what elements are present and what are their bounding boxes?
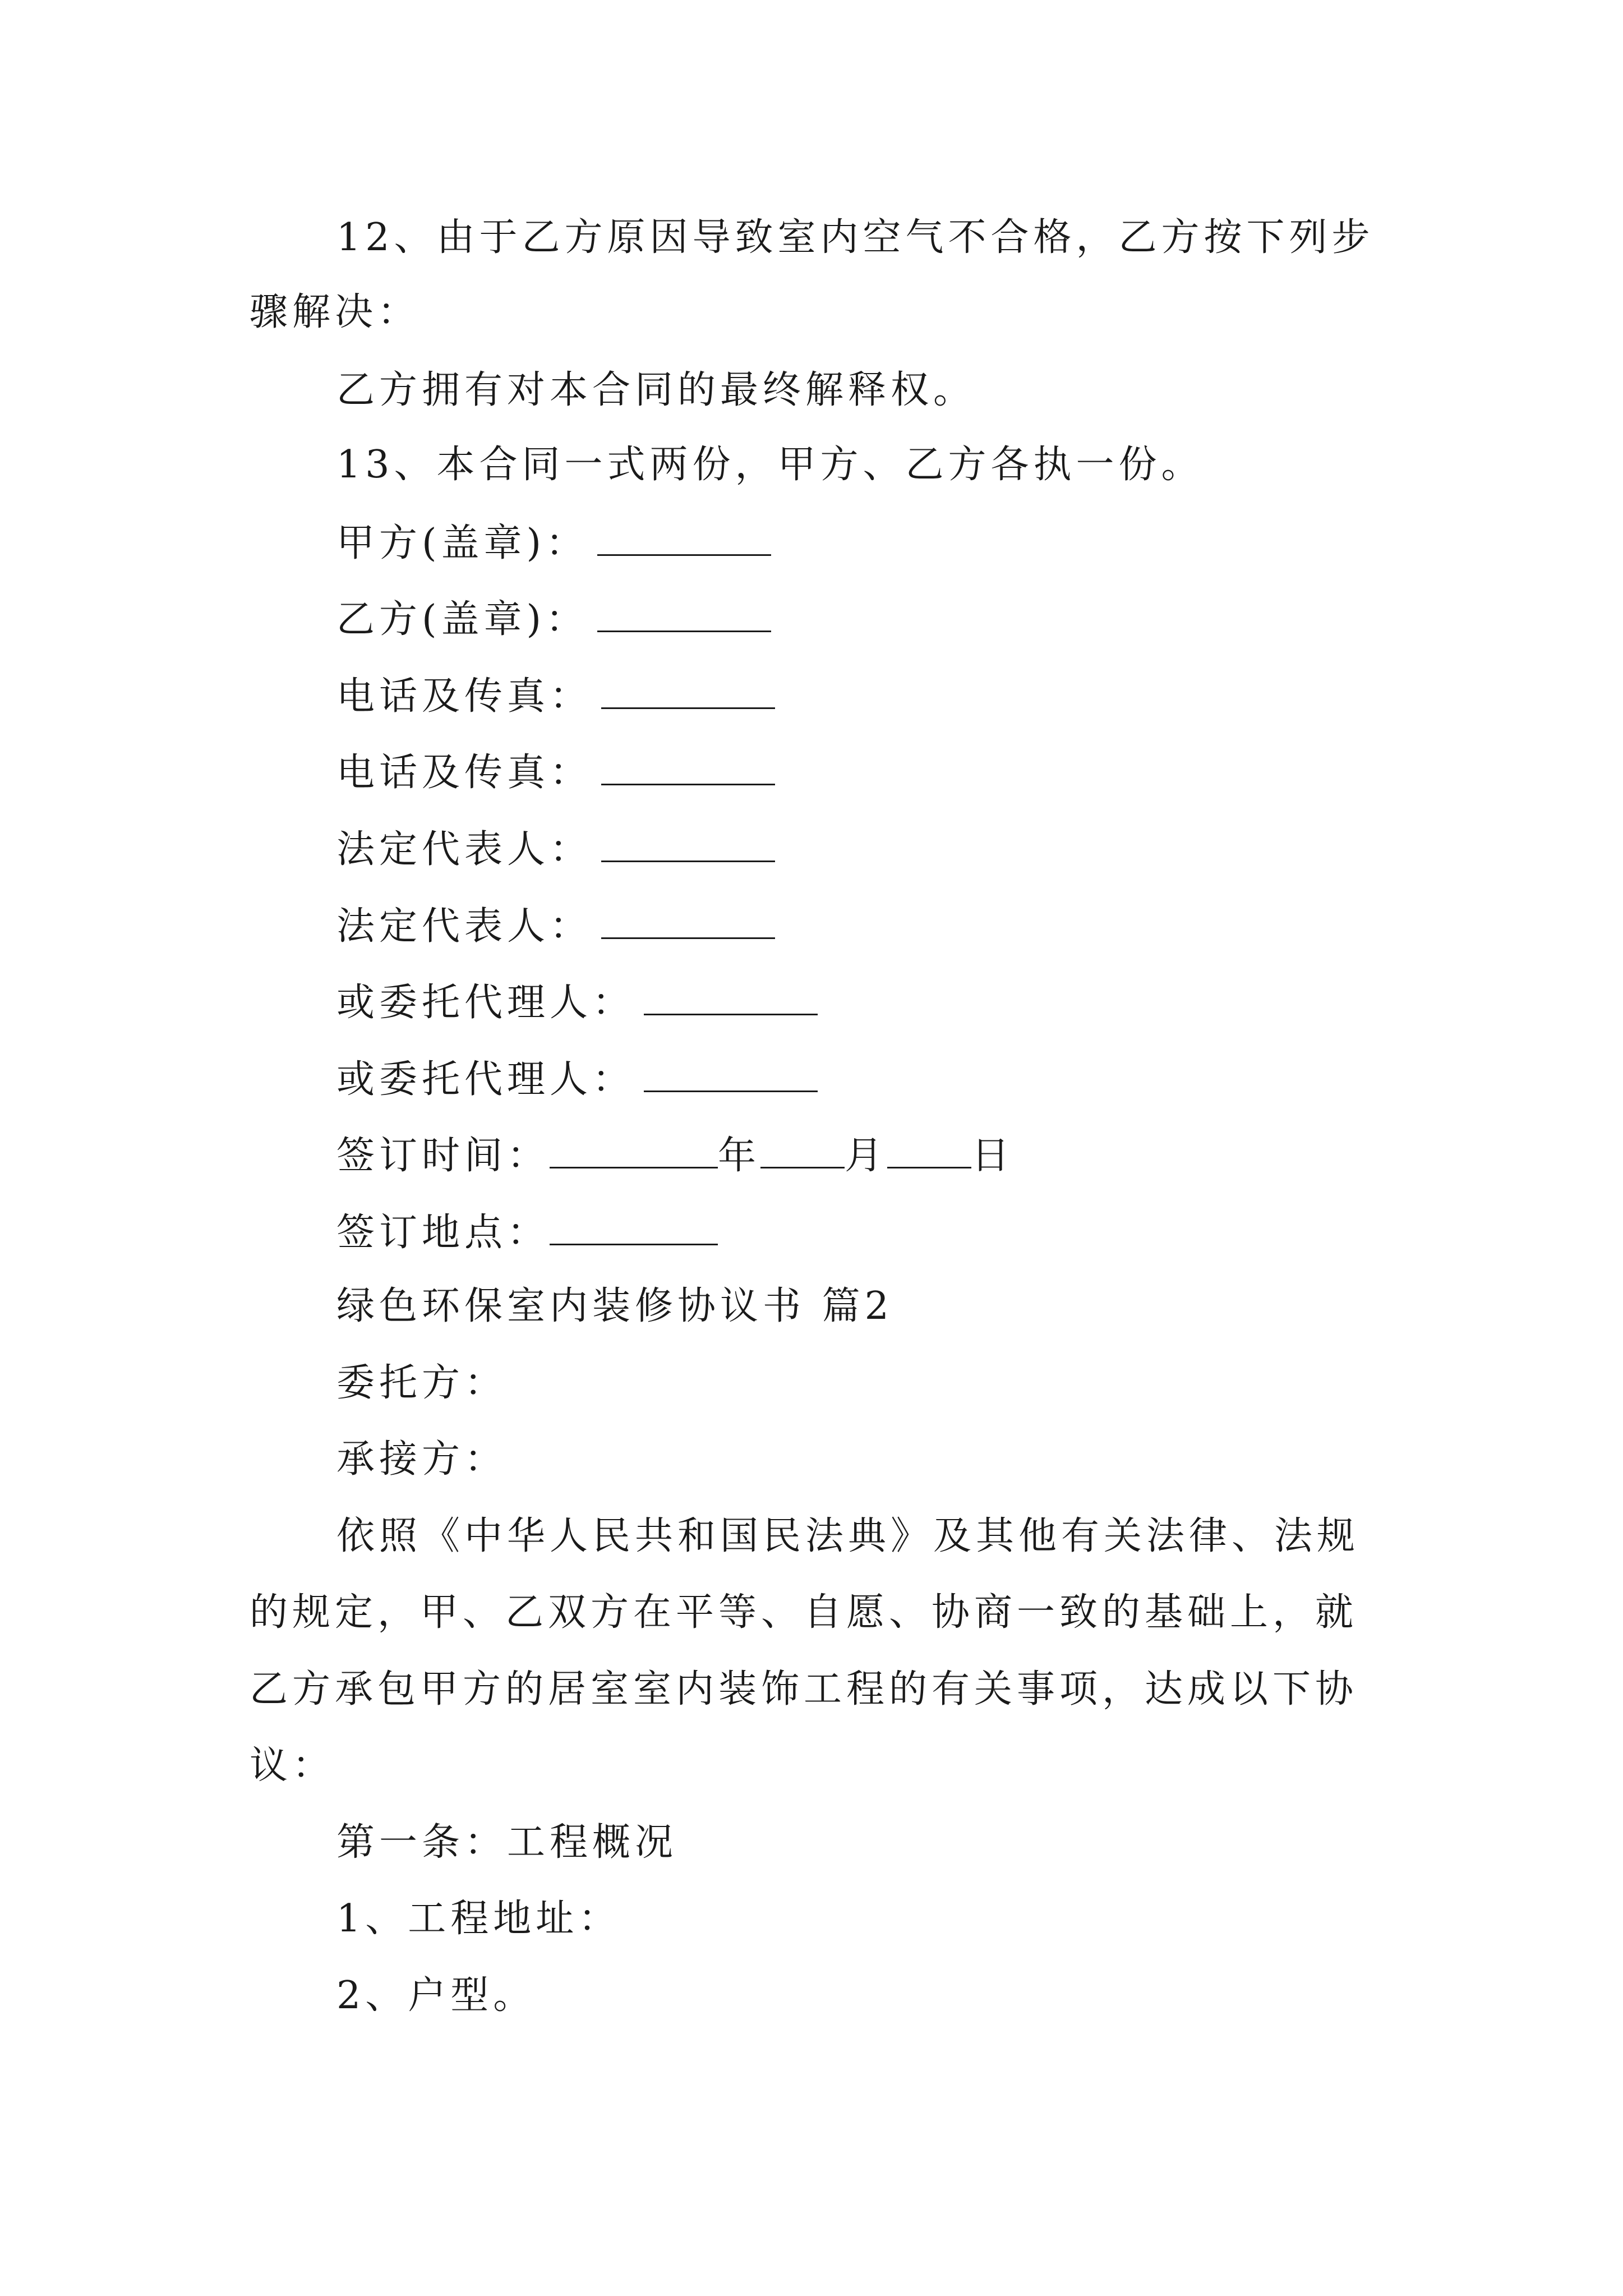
party-b-seal-field: [336, 597, 771, 642]
day-blank: [887, 1134, 971, 1168]
intro-line-1: 依照《中华人民共和国民法典》及其他有关法律、法规: [336, 1514, 1360, 1558]
phone-fax-field-b: [336, 751, 775, 795]
clause-13: 13、本合同一式两份，甲方、乙方各执一份。: [336, 443, 1204, 487]
clause-12-line-1: 12、由于乙方原因导致室内空气不合格，乙方按下列步: [336, 215, 1375, 260]
phone-fax-field-a: [336, 674, 775, 719]
item-1-address: 1、工程地址：: [336, 1897, 621, 1941]
year-label: 年: [718, 1134, 761, 1178]
contractor-label: 承接方：: [336, 1437, 508, 1481]
legal-rep-field-b: [336, 904, 775, 949]
intro-line-3: 乙方承包甲方的居室室内装饰工程的有关事项，达成以下协: [250, 1667, 1358, 1711]
legal-rep-label-a: 法定代表人：: [336, 827, 593, 872]
party-a-seal-field: [336, 522, 771, 563]
legal-rep-blank-a: [601, 828, 775, 862]
legal-rep-label-b: 法定代表人：: [336, 904, 593, 949]
agent-field-a: [336, 981, 818, 1025]
clause-12-line-2: 骤解决：: [250, 290, 421, 334]
sign-place-blank: [550, 1211, 718, 1245]
day-label: 日: [971, 1134, 1015, 1178]
sign-date-label: 签订时间：: [336, 1134, 550, 1178]
agent-label-b: 或委托代理人：: [336, 1057, 635, 1102]
sign-date-field: [336, 1134, 1015, 1178]
year-blank: [550, 1134, 718, 1168]
agent-blank-b: [644, 1058, 818, 1092]
item-2-house-type: 2、户型。: [336, 1973, 536, 2018]
party-b-seal-blank: [597, 598, 771, 632]
party-a-seal-blank: [597, 522, 771, 556]
phone-fax-blank-a: [601, 675, 775, 709]
agent-blank-a: [644, 981, 818, 1015]
interpretation-clause: 乙方拥有对本合同的最终解释权。: [336, 368, 976, 412]
section-2-title: 绿色环保室内装修协议书 篇2: [336, 1284, 893, 1328]
phone-fax-blank-b: [601, 751, 775, 785]
client-label: 委托方：: [336, 1361, 508, 1405]
agent-field-b: [336, 1057, 818, 1102]
sign-place-label: 签订地点：: [336, 1211, 550, 1255]
intro-line-4: 议：: [250, 1743, 335, 1788]
article-1-title: 第一条：工程概况: [336, 1820, 678, 1865]
phone-fax-label-b: 电话及传真：: [336, 751, 593, 795]
sign-place-field: [336, 1211, 718, 1255]
agent-label-a: 或委托代理人：: [336, 981, 635, 1025]
legal-rep-blank-b: [601, 905, 775, 939]
intro-line-2: 的规定，甲、乙双方在平等、自愿、协商一致的基础上，就: [250, 1590, 1358, 1635]
legal-rep-field-a: [336, 827, 775, 872]
phone-fax-label-a: 电话及传真：: [336, 674, 593, 719]
party-b-seal-label: 乙方(盖章)：: [336, 597, 589, 642]
month-blank: [760, 1134, 845, 1168]
month-label: 月: [845, 1134, 888, 1178]
party-a-seal-label: 甲方(盖章)：: [336, 521, 589, 565]
